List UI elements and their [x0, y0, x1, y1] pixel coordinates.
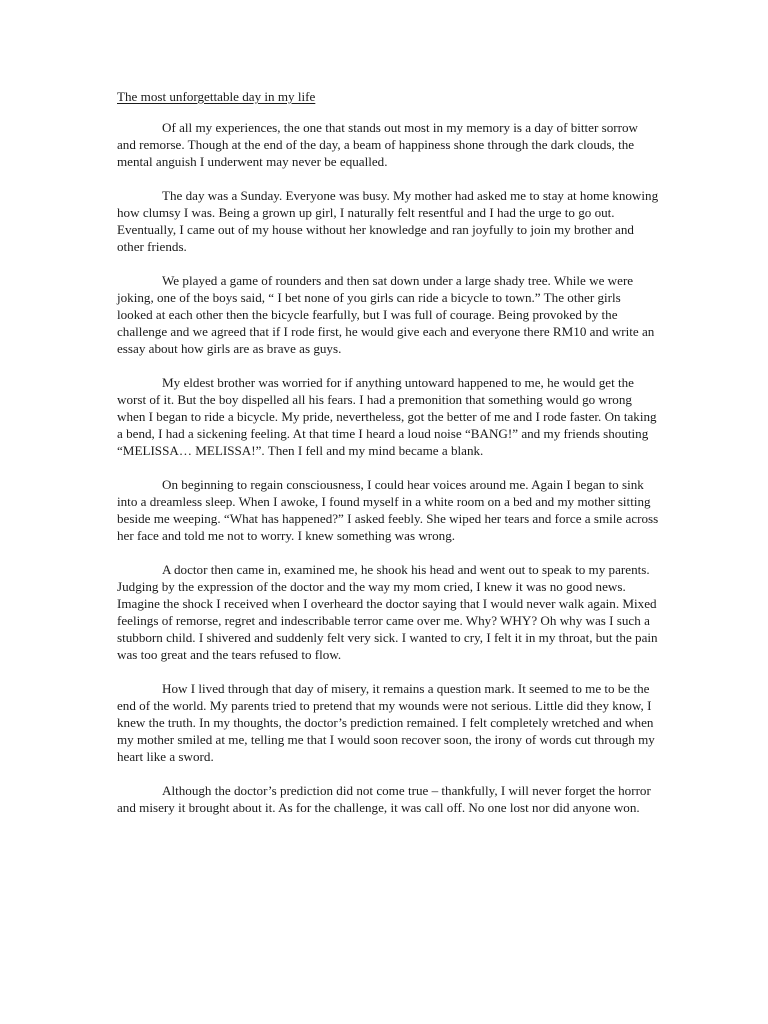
essay-paragraph-5: On beginning to regain consciousness, I could hear voices around me. Again I began to sink into a dreamless sleep. When I awoke, I found myself in a white room on a bed and my mother sitting beside me weeping. “What has happened?” I asked feebly. She wiped her tears and force a smile across her face and told me not to worry. I knew something was wrong.: [117, 477, 659, 543]
essay-paragraph-7: How I lived through that day of misery, it remains a question mark. It seemed to me to be the end of the world. My parents tried to pretend that my wounds were not serious. Little did they know, I knew the truth. In my thoughts, the doctor’s prediction remained. I felt completely wretched and when my mother smiled at me, telling me that I would soon recover soon, the irony of words cut through my heart like a sword.: [117, 681, 655, 764]
essay-paragraph-3: We played a game of rounders and then sat down under a large shady tree. While we were joking, one of the boys said, “ I bet none of you girls can ride a bicycle to town.” The other girls looked at each other then the bicycle fearfully, but I was full of courage. Being provoked by the challenge and we agreed that if I rode first, he would give each and everyone there RM10 and write an essay about how girls are as brave as guys.: [117, 273, 655, 356]
essay-paragraph-8: Although the doctor’s prediction did not come true – thankfully, I will never forget the horror and misery it brought about it. As for the challenge, it was call off. No one lost nor did anyone won.: [117, 783, 651, 815]
essay-paragraph-2: The day was a Sunday. Everyone was busy. My mother had asked me to stay at home knowing how clumsy I was. Being a grown up girl, I naturally felt resentful and I had the urge to go out. Eventually, I came out of my house without her knowledge and ran joyfully to join my brother and other friends.: [117, 188, 659, 254]
essay-paragraph-1: Of all my experiences, the one that stands out most in my memory is a day of bitter sorrow and remorse. Though at the end of the day, a beam of happiness shone through the dark clouds, the mental anguish I underwent may never be equalled.: [117, 120, 638, 169]
essay-paragraph-4: My eldest brother was worried for if anything untoward happened to me, he would get the worst of it. But the boy dispelled all his fears. I had a premonition that something would go wrong when I began to ride a bicycle. My pride, nevertheless, got the better of me and I rode faster. On taking a bend, I had a sickening feeling. At that time I heard a loud noise “BANG!” and my friends shouting “MELISSA… MELISSA!”. Then I fell and my mind became a blank.: [117, 375, 657, 458]
essay-title: The most unforgettable day in my life: [117, 89, 316, 104]
essay-body: [117, 88, 659, 833]
essay-paragraph-6: A doctor then came in, examined me, he shook his head and went out to speak to my parents. Judging by the expression of the doctor and the way my mom cried, I knew it was no good news. Imagine the shock I received when I overheard the doctor saying that I would never walk again. Mixed feelings of remorse, regret and indescribable terror came over me. Why? WHY? Oh why was I such a stubborn child. I shivered and suddenly felt very sick. I wanted to cry, I felt it in my throat, but the pain was too great and the tears refused to flow.: [117, 562, 658, 662]
